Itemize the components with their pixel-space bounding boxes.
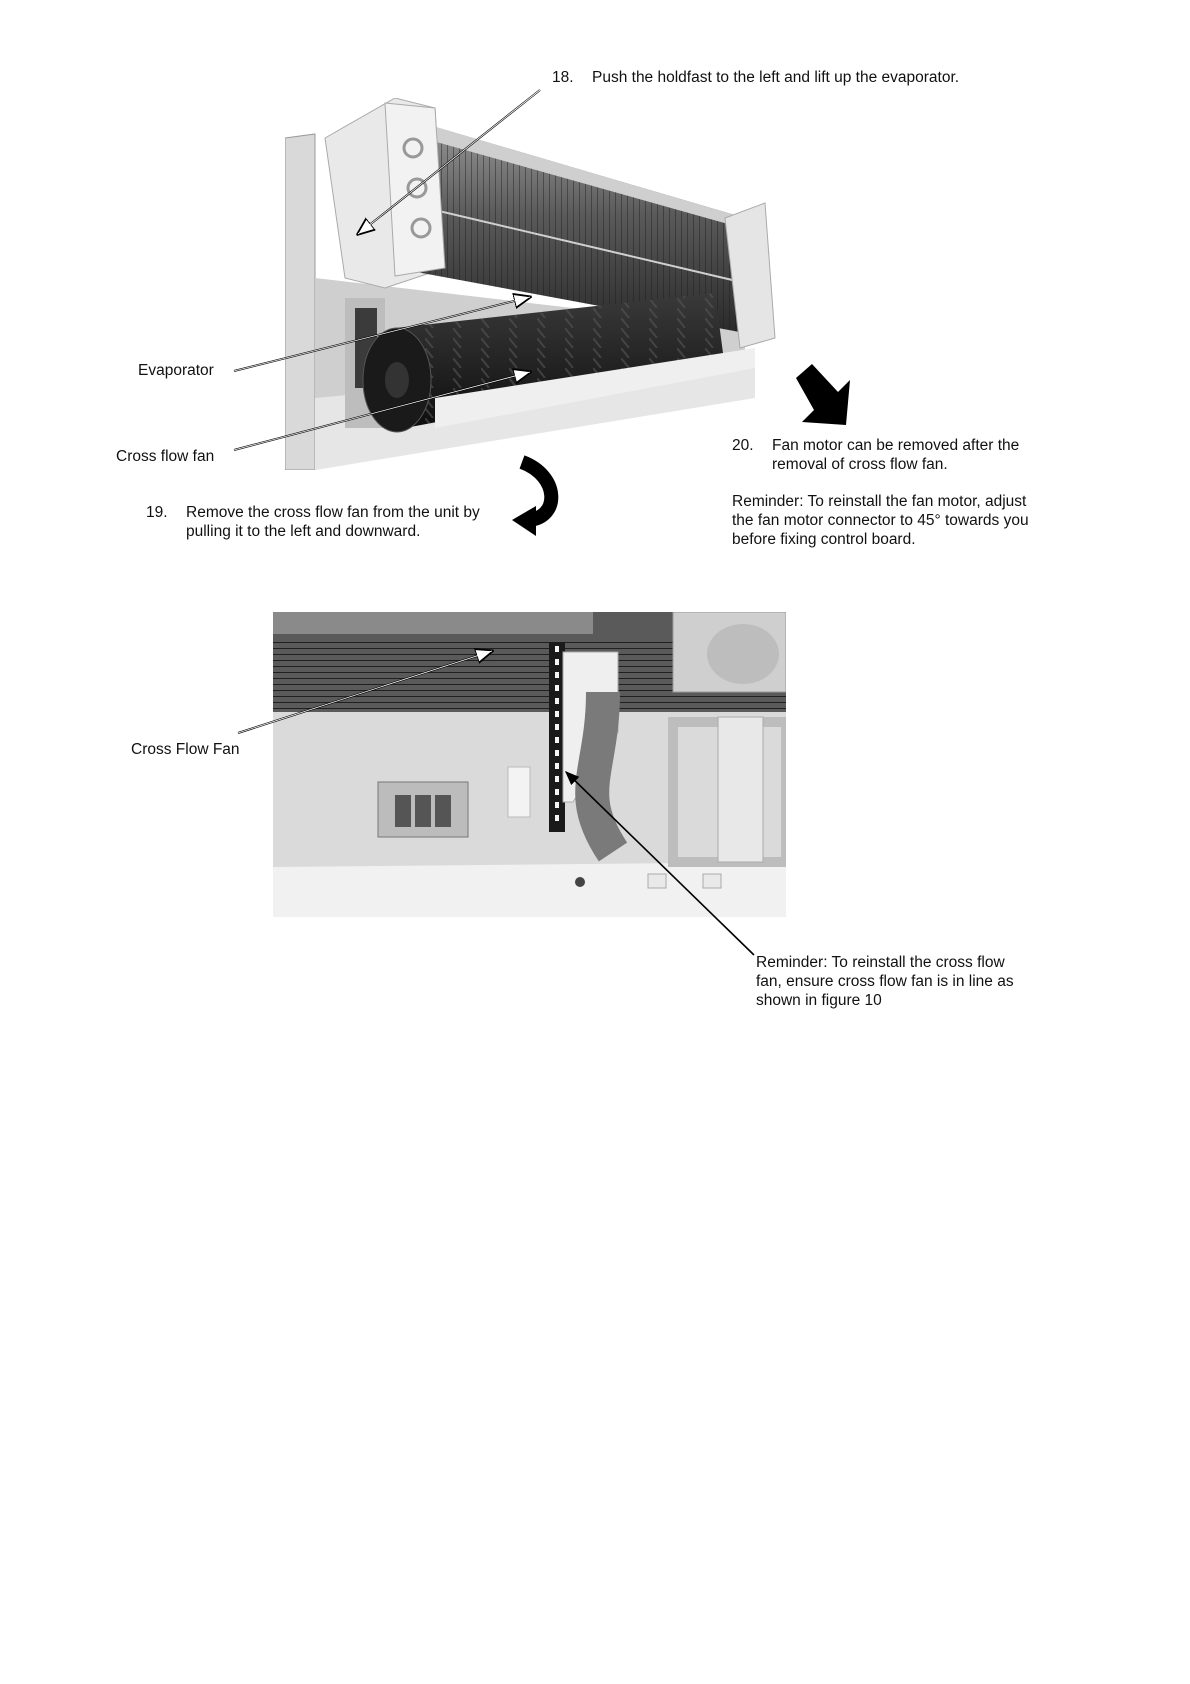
step-text-line-2: pulling it to the left and downward. xyxy=(186,523,421,540)
fan-rotation-arrow-curve xyxy=(522,462,551,520)
photo-cross-flow-fan-alignment xyxy=(273,612,786,917)
reminder-fan-motor xyxy=(732,492,1029,549)
reminder-line-1: Reminder: To reinstall the cross flow xyxy=(756,954,1005,971)
label-evaporator: Evaporator xyxy=(138,362,214,379)
step-18 xyxy=(552,68,959,87)
step-text-line-1: Fan motor can be removed after the xyxy=(772,437,1020,454)
fan-rotation-arrow-head xyxy=(512,506,536,536)
unit-illustration xyxy=(285,98,805,470)
reminder-line-3: shown in figure 10 xyxy=(756,992,882,1009)
reminder-line-1: Reminder: To reinstall the fan motor, adjust xyxy=(732,493,1027,510)
step-number: 20. xyxy=(732,437,754,454)
reminder-line-2: the fan motor connector to 45° towards you xyxy=(732,512,1029,529)
label-cross-flow-fan: Cross flow fan xyxy=(116,448,215,465)
step-text-line-2: removal of cross flow fan. xyxy=(772,456,948,473)
step-20 xyxy=(732,436,1019,474)
step-number: 18. xyxy=(552,69,574,86)
reminder-cross-flow-fan xyxy=(756,953,1014,1010)
fan-alignment-illustration xyxy=(273,612,786,917)
step-text: Push the holdfast to the left and lift up the evaporator. xyxy=(592,69,960,86)
reminder-line-3: before fixing control board. xyxy=(732,531,916,548)
label-cross-flow-fan-figure: Cross Flow Fan xyxy=(131,741,240,758)
step-number: 19. xyxy=(146,504,168,521)
step-19 xyxy=(146,503,480,541)
step-text-line-1: Remove the cross flow fan from the unit by xyxy=(186,504,480,521)
photo-evaporator-lifted xyxy=(285,98,805,470)
reminder-line-2: fan, ensure cross flow fan is in line as xyxy=(756,973,1014,990)
